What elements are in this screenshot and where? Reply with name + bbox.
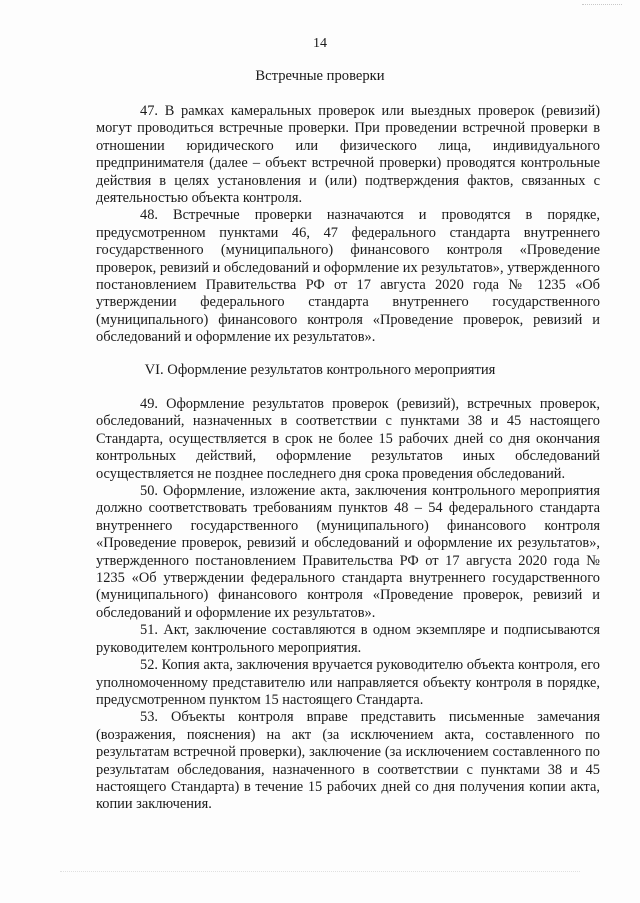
- section-heading-counter-checks: Встречные проверки: [255, 68, 385, 84]
- scan-artifact: [582, 4, 622, 6]
- section-body-counter-checks: [96, 103, 600, 347]
- paragraph-51: 51. Акт, заключение составляются в одном экземпляре и подписываются руководителем контрольного мероприятия.: [96, 622, 600, 656]
- paragraph-47: 47. В рамках камеральных проверок или выездных проверок (ревизий) могут проводиться встречные проверки. При проведении встречной проверки в отношении юридического или физического лица, индивидуального предпринимателя (далее – объект встречной проверки) проводятся контрольные действия в целях установления и (или) подтверждения фактов, связанных с деятельностью объекта контроля.: [96, 103, 600, 207]
- paragraph-53: 53. Объекты контроля вправе представить письменные замечания (возражения, пояснения) на акт (за исключением акта, составленного по результатам встречной проверки), заключение (за исключением составленного по результатам обследования, назначенного в соответствии с пунктами 38 и 45 настоящего Стандарта) в течение 15 рабочих дней со дня получения копии акта, копии заключения.: [96, 709, 600, 813]
- scan-artifact-bottom: [60, 871, 580, 873]
- paragraph-48: 48. Встречные проверки назначаются и проводятся в порядке, предусмотренном пунктами 46, 47 федерального стандарта внутреннего государственного (муниципального) финансового контроля «Проведение проверок, ревизий и обследований и оформление их результатов», утвержденного постановлением Правительства РФ от 17 августа 2020 года № 1235 «Об утверждении федерального стандарта внутреннего государственного (муниципального) финансового контроля «Проведение проверок, ревизий и обследований и оформление их результатов».: [96, 207, 600, 346]
- paragraph-50: 50. Оформление, изложение акта, заключения контрольного мероприятия должно соответствовать требованиям пунктов 48 – 54 федерального стандарта внутреннего государственного (муниципального) финансового контроля «Проведение проверок, ревизий и обследований и оформление их результатов», утвержденного постановлением Правительства РФ от 17 августа 2020 года № 1235 «Об утверждении федерального стандарта внутреннего государственного (муниципального) финансового контроля «Проведение проверок, ревизий и обследований и оформление их результатов».: [96, 483, 600, 621]
- section-heading-results: VI. Оформление результатов контрольного мероприятия: [144, 362, 496, 378]
- paragraph-49: 49. Оформление результатов проверок (ревизий), встречных проверок, обследований, назначенных в соответствии с пунктами 38 и 45 настоящего Стандарта, осуществляется в срок не более 15 рабочих дней со дня окончания контрольных действий, оформление результатов иных обследований осуществляется не позднее последнего дня срока проведения обследований.: [96, 396, 600, 482]
- page-number: 14: [313, 36, 327, 51]
- paragraph-52: 52. Копия акта, заключения вручается руководителю объекта контроля, его уполномоченному представителю или направляется объекту контроля в порядке, предусмотренном пунктом 15 настоящего Стандарта.: [96, 657, 600, 708]
- section-body-results: [96, 396, 600, 814]
